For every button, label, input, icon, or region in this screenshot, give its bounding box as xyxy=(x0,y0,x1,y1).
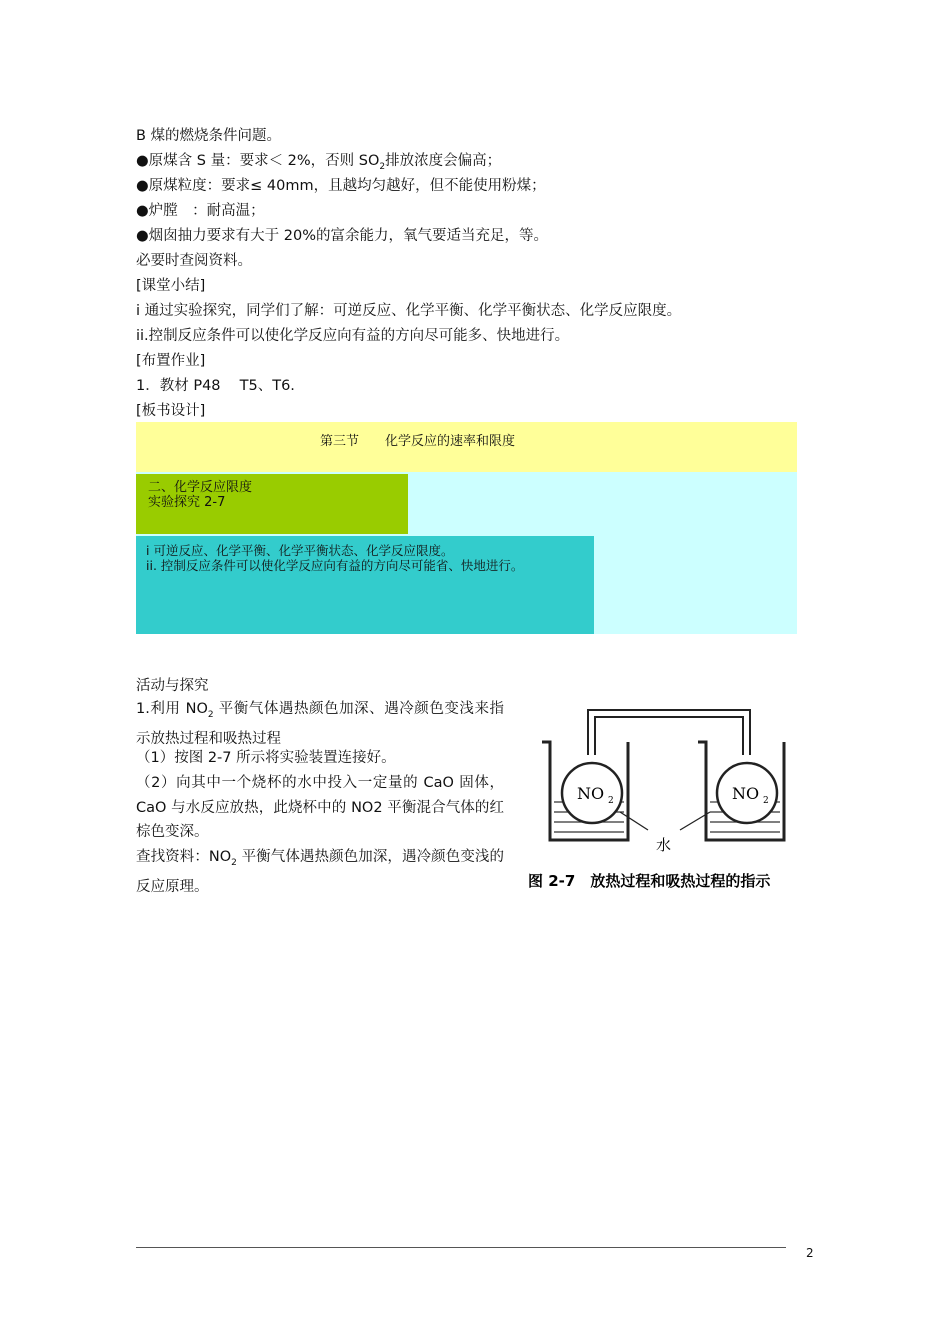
text-line: ●原煤含 S 量：要求＜ 2%，否则 $SO_2$排放浓度会偏高； xyxy=(136,153,502,172)
flask-label-sub: 2 xyxy=(608,796,614,806)
footer-rule xyxy=(136,1247,786,1248)
text-line: 必要时查阅资料。 xyxy=(136,253,252,269)
board-title: 第三节 化学反应的速率和限度 xyxy=(320,434,516,449)
experiment-figure xyxy=(520,700,820,900)
text-line: ●炉膛 ：耐高温； xyxy=(136,203,265,219)
text-line: ●原煤粒度：要求≤ 40mm，且越均匀越好，但不能使用粉煤； xyxy=(136,178,546,194)
activity-paragraph: （2）向其中一个烧杯的水中投入一定量的 CaO 固体，CaO 与水反应放热，此烧杯中的 NO2 平衡混合气体的红棕色变深。 xyxy=(136,775,504,840)
activity-heading: 活动与探究 xyxy=(136,678,209,694)
section-heading: [布置作业] xyxy=(136,353,206,369)
activity-paragraph: 1.利用 $NO_2$ 平衡气体遇热颜色加深、遇冷颜色变浅来指示放热过程和吸热过程 xyxy=(136,701,504,748)
page-number: 2 xyxy=(806,1246,814,1260)
text-line: B 煤的燃烧条件问题。 xyxy=(136,128,282,144)
text-line: ●烟囱抽力要求有大于 20%的富余能力，氧气要适当充足，等。 xyxy=(136,228,548,244)
board-section-title: 二、化学反应限度 xyxy=(148,480,253,495)
board-section-subtitle: 实验探究 2-7 xyxy=(148,495,226,510)
board-summary-line: i 可逆反应、化学平衡、化学平衡状态、化学反应限度。 xyxy=(146,543,454,558)
activity-paragraph: （1）按图 2-7 所示将实验装置连接好。 xyxy=(136,750,396,766)
text-line: 1．教材 P48 T5、T6. xyxy=(136,378,295,394)
section-heading: [板书设计] xyxy=(136,403,206,419)
flask-label: NO xyxy=(577,784,605,803)
board-title-box xyxy=(136,422,797,472)
text-line: i 通过实验探究，同学们了解：可逆反应、化学平衡、化学平衡状态、化学反应限度。 xyxy=(136,303,682,319)
flask-label-sub: 2 xyxy=(763,796,769,806)
activity-paragraph: 查找资料：$NO_2$ 平衡气体遇热颜色加深，遇冷颜色变浅的反应原理。 xyxy=(136,849,504,896)
flask-label: NO xyxy=(732,784,760,803)
text-line: ii.控制反应条件可以使化学反应向有益的方向尽可能多、快地进行。 xyxy=(136,328,570,344)
board-section-box xyxy=(136,474,408,534)
water-label: 水 xyxy=(656,836,672,854)
board-summary-line: ii. 控制反应条件可以使化学反应向有益的方向尽可能省、快地进行。 xyxy=(146,558,524,573)
section-heading: [课堂小结] xyxy=(136,278,206,294)
figure-caption: 图 2-7 放热过程和吸热过程的指示 xyxy=(528,872,771,890)
board-summary-box xyxy=(136,536,594,634)
